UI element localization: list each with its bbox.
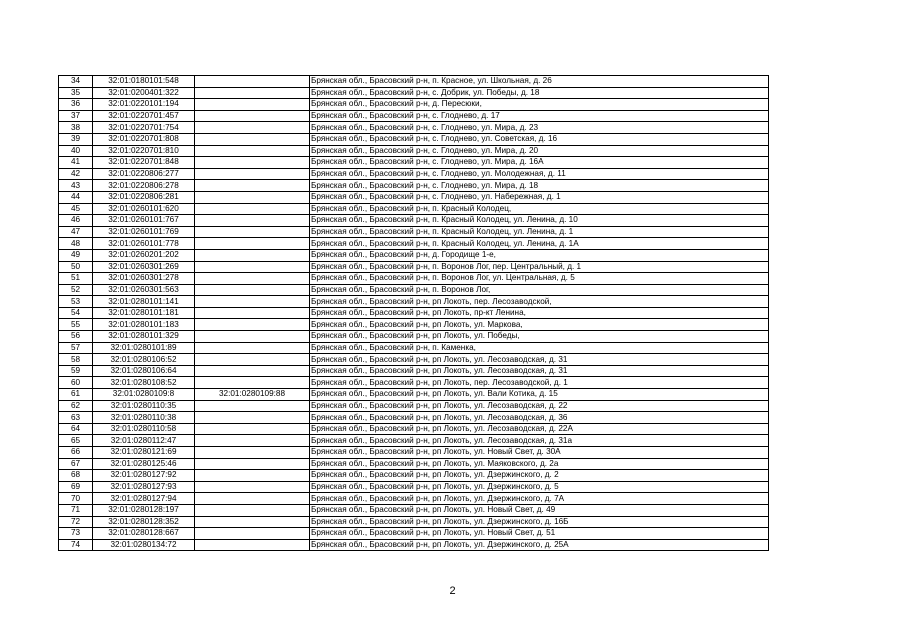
row-number-cell: 50 <box>59 261 93 273</box>
row-number-cell: 69 <box>59 481 93 493</box>
row-number-cell: 73 <box>59 528 93 540</box>
address-cell: Брянская обл., Брасовский р-н, п. Красный Колодец, <box>310 203 769 215</box>
address-cell: Брянская обл., Брасовский р-н, рп Локоть, ул. Маяковского, д. 2а <box>310 458 769 470</box>
address-cell: Брянская обл., Брасовский р-н, п. Каменка, <box>310 342 769 354</box>
table-row <box>59 249 769 261</box>
table-row <box>59 493 769 505</box>
related-cadastral-number-cell <box>195 238 310 250</box>
table-row <box>59 539 769 551</box>
row-number-cell: 60 <box>59 377 93 389</box>
table-row <box>59 180 769 192</box>
table-row <box>59 296 769 308</box>
row-number-cell: 56 <box>59 331 93 343</box>
row-number-cell: 39 <box>59 133 93 145</box>
cadastral-number-cell: 32:01:0280110:58 <box>93 423 195 435</box>
table-row <box>59 528 769 540</box>
related-cadastral-number-cell <box>195 539 310 551</box>
related-cadastral-number-cell <box>195 307 310 319</box>
page-number: 2 <box>449 585 456 597</box>
row-number-cell: 45 <box>59 203 93 215</box>
cadastral-number-cell: 32:01:0220701:810 <box>93 145 195 157</box>
table-row <box>59 261 769 273</box>
address-cell: Брянская обл., Брасовский р-н, с. Глоднево, ул. Советская, д. 16 <box>310 133 769 145</box>
row-number-cell: 51 <box>59 273 93 285</box>
cadastral-number-cell: 32:01:0280112:47 <box>93 435 195 447</box>
related-cadastral-number-cell <box>195 296 310 308</box>
row-number-cell: 58 <box>59 354 93 366</box>
row-number-cell: 70 <box>59 493 93 505</box>
table-row <box>59 400 769 412</box>
related-cadastral-number-cell <box>195 400 310 412</box>
row-number-cell: 68 <box>59 470 93 482</box>
table-row <box>59 157 769 169</box>
address-cell: Брянская обл., Брасовский р-н, п. Красный Колодец, ул. Ленина, д. 1А <box>310 238 769 250</box>
table-row <box>59 470 769 482</box>
row-number-cell: 41 <box>59 157 93 169</box>
address-cell: Брянская обл., Брасовский р-н, п. Воронов Лог, <box>310 284 769 296</box>
related-cadastral-number-cell <box>195 481 310 493</box>
table-row <box>59 110 769 122</box>
cadastral-number-cell: 32:01:0280134:72 <box>93 539 195 551</box>
cadastral-number-cell: 32:01:0260101:778 <box>93 238 195 250</box>
address-cell: Брянская обл., Брасовский р-н, рп Локоть, пр-кт Ленина, <box>310 307 769 319</box>
related-cadastral-number-cell <box>195 261 310 273</box>
cadastral-number-cell: 32:01:0220701:848 <box>93 157 195 169</box>
row-number-cell: 67 <box>59 458 93 470</box>
address-cell: Брянская обл., Брасовский р-н, рп Локоть, ул. Лесозаводская, д. 31а <box>310 435 769 447</box>
address-cell: Брянская обл., Брасовский р-н, рп Локоть, ул. Лесозаводская, д. 31 <box>310 354 769 366</box>
address-cell: Брянская обл., Брасовский р-н, с. Добрик, ул. Победы, д. 18 <box>310 87 769 99</box>
row-number-cell: 42 <box>59 168 93 180</box>
cadastral-number-cell: 32:01:0280108:52 <box>93 377 195 389</box>
related-cadastral-number-cell <box>195 447 310 459</box>
address-cell: Брянская обл., Брасовский р-н, рп Локоть, ул. Дзержинского, д. 25А <box>310 539 769 551</box>
address-cell: Брянская обл., Брасовский р-н, с. Глоднево, ул. Мира, д. 18 <box>310 180 769 192</box>
table-row <box>59 389 769 401</box>
table-row <box>59 145 769 157</box>
address-cell: Брянская обл., Брасовский р-н, рп Локоть, ул. Лесозаводская, д. 22 <box>310 400 769 412</box>
cadastral-number-cell: 32:01:0280101:89 <box>93 342 195 354</box>
address-cell: Брянская обл., Брасовский р-н, рп Локоть, ул. Лесозаводская, д. 36 <box>310 412 769 424</box>
related-cadastral-number-cell <box>195 435 310 447</box>
address-cell: Брянская обл., Брасовский р-н, с. Глоднево, ул. Мира, д. 20 <box>310 145 769 157</box>
row-number-cell: 72 <box>59 516 93 528</box>
table-row <box>59 354 769 366</box>
table-row <box>59 423 769 435</box>
address-cell: Брянская обл., Брасовский р-н, с. Глоднево, ул. Молодежная, д. 11 <box>310 168 769 180</box>
cadastral-number-cell: 32:01:0220806:281 <box>93 191 195 203</box>
cadastral-number-cell: 32:01:0280110:35 <box>93 400 195 412</box>
related-cadastral-number-cell <box>195 470 310 482</box>
cadastral-number-cell: 32:01:0280101:183 <box>93 319 195 331</box>
address-cell: Брянская обл., Брасовский р-н, рп Локоть, ул. Дзержинского, д. 7А <box>310 493 769 505</box>
cadastral-number-cell: 32:01:0260201:202 <box>93 249 195 261</box>
related-cadastral-number-cell <box>195 342 310 354</box>
address-cell: Брянская обл., Брасовский р-н, рп Локоть, ул. Победы, <box>310 331 769 343</box>
related-cadastral-number-cell <box>195 493 310 505</box>
property-table-body <box>59 76 769 551</box>
table-row <box>59 435 769 447</box>
related-cadastral-number-cell <box>195 284 310 296</box>
address-cell: Брянская обл., Брасовский р-н, п. Воронов Лог, пер. Центральный, д. 1 <box>310 261 769 273</box>
address-cell: Брянская обл., Брасовский р-н, п. Красный Колодец, ул. Ленина, д. 1 <box>310 226 769 238</box>
related-cadastral-number-cell <box>195 180 310 192</box>
table-row <box>59 481 769 493</box>
row-number-cell: 44 <box>59 191 93 203</box>
cadastral-number-cell: 32:01:0280128:352 <box>93 516 195 528</box>
related-cadastral-number-cell <box>195 458 310 470</box>
address-cell: Брянская обл., Брасовский р-н, рп Локоть, ул. Вали Котика, д. 15 <box>310 389 769 401</box>
row-number-cell: 36 <box>59 99 93 111</box>
table-row <box>59 215 769 227</box>
cadastral-number-cell: 32:01:0280121:69 <box>93 447 195 459</box>
related-cadastral-number-cell <box>195 168 310 180</box>
table-row <box>59 76 769 88</box>
table-row <box>59 504 769 516</box>
row-number-cell: 35 <box>59 87 93 99</box>
table-row <box>59 168 769 180</box>
cadastral-number-cell: 32:01:0180101:548 <box>93 76 195 88</box>
related-cadastral-number-cell <box>195 145 310 157</box>
table-row <box>59 226 769 238</box>
cadastral-number-cell: 32:01:0280127:93 <box>93 481 195 493</box>
related-cadastral-number-cell <box>195 203 310 215</box>
address-cell: Брянская обл., Брасовский р-н, рп Локоть, ул. Новый Свет, д. 30А <box>310 447 769 459</box>
related-cadastral-number-cell <box>195 377 310 389</box>
related-cadastral-number-cell <box>195 99 310 111</box>
address-cell: Брянская обл., Брасовский р-н, рп Локоть, ул. Маркова, <box>310 319 769 331</box>
related-cadastral-number-cell <box>195 412 310 424</box>
row-number-cell: 64 <box>59 423 93 435</box>
table-row <box>59 365 769 377</box>
cadastral-number-cell: 32:01:0280128:667 <box>93 528 195 540</box>
cadastral-number-cell: 32:01:0220701:457 <box>93 110 195 122</box>
address-cell: Брянская обл., Брасовский р-н, д. Пересюки, <box>310 99 769 111</box>
row-number-cell: 43 <box>59 180 93 192</box>
row-number-cell: 66 <box>59 447 93 459</box>
related-cadastral-number-cell <box>195 365 310 377</box>
row-number-cell: 62 <box>59 400 93 412</box>
address-cell: Брянская обл., Брасовский р-н, с. Глоднево, ул. Мира, д. 23 <box>310 122 769 134</box>
table-row <box>59 122 769 134</box>
row-number-cell: 37 <box>59 110 93 122</box>
address-cell: Брянская обл., Брасовский р-н, рп Локоть, ул. Новый Свет, д. 51 <box>310 528 769 540</box>
related-cadastral-number-cell: 32:01:0280109:88 <box>195 389 310 401</box>
cadastral-number-cell: 32:01:0260101:769 <box>93 226 195 238</box>
address-cell: Брянская обл., Брасовский р-н, рп Локоть, пер. Лесозаводской, д. 1 <box>310 377 769 389</box>
table-row <box>59 516 769 528</box>
table-row <box>59 342 769 354</box>
row-number-cell: 63 <box>59 412 93 424</box>
address-cell: Брянская обл., Брасовский р-н, п. Красное, ул. Школьная, д. 26 <box>310 76 769 88</box>
table-row <box>59 203 769 215</box>
cadastral-number-cell: 32:01:0260101:767 <box>93 215 195 227</box>
related-cadastral-number-cell <box>195 133 310 145</box>
related-cadastral-number-cell <box>195 110 310 122</box>
related-cadastral-number-cell <box>195 157 310 169</box>
related-cadastral-number-cell <box>195 528 310 540</box>
cadastral-number-cell: 32:01:0200401:322 <box>93 87 195 99</box>
related-cadastral-number-cell <box>195 226 310 238</box>
related-cadastral-number-cell <box>195 504 310 516</box>
cadastral-number-cell: 32:01:0280106:52 <box>93 354 195 366</box>
property-table <box>58 75 769 551</box>
cadastral-number-cell: 32:01:0280101:329 <box>93 331 195 343</box>
related-cadastral-number-cell <box>195 354 310 366</box>
row-number-cell: 47 <box>59 226 93 238</box>
address-cell: Брянская обл., Брасовский р-н, рп Локоть, ул. Лесозаводская, д. 22А <box>310 423 769 435</box>
table-row <box>59 412 769 424</box>
cadastral-number-cell: 32:01:0280127:92 <box>93 470 195 482</box>
row-number-cell: 74 <box>59 539 93 551</box>
address-cell: Брянская обл., Брасовский р-н, с. Глоднево, д. 17 <box>310 110 769 122</box>
row-number-cell: 61 <box>59 389 93 401</box>
address-cell: Брянская обл., Брасовский р-н, рп Локоть, ул. Дзержинского, д. 5 <box>310 481 769 493</box>
table-row <box>59 377 769 389</box>
row-number-cell: 71 <box>59 504 93 516</box>
related-cadastral-number-cell <box>195 87 310 99</box>
row-number-cell: 48 <box>59 238 93 250</box>
row-number-cell: 65 <box>59 435 93 447</box>
row-number-cell: 55 <box>59 319 93 331</box>
related-cadastral-number-cell <box>195 122 310 134</box>
related-cadastral-number-cell <box>195 273 310 285</box>
address-cell: Брянская обл., Брасовский р-н, рп Локоть, ул. Новый Свет, д. 49 <box>310 504 769 516</box>
cadastral-number-cell: 32:01:0280106:64 <box>93 365 195 377</box>
table-row <box>59 273 769 285</box>
row-number-cell: 49 <box>59 249 93 261</box>
row-number-cell: 53 <box>59 296 93 308</box>
cadastral-number-cell: 32:01:0220806:278 <box>93 180 195 192</box>
cadastral-number-cell: 32:01:0260301:269 <box>93 261 195 273</box>
table-row <box>59 238 769 250</box>
row-number-cell: 38 <box>59 122 93 134</box>
table-row <box>59 447 769 459</box>
address-cell: Брянская обл., Брасовский р-н, рп Локоть, ул. Дзержинского, д. 16Б <box>310 516 769 528</box>
table-row <box>59 191 769 203</box>
address-cell: Брянская обл., Брасовский р-н, п. Воронов Лог, ул. Центральная, д. 5 <box>310 273 769 285</box>
row-number-cell: 52 <box>59 284 93 296</box>
address-cell: Брянская обл., Брасовский р-н, рп Локоть, ул. Лесозаводская, д. 31 <box>310 365 769 377</box>
row-number-cell: 34 <box>59 76 93 88</box>
cadastral-number-cell: 32:01:0280101:181 <box>93 307 195 319</box>
cadastral-number-cell: 32:01:0280125:46 <box>93 458 195 470</box>
address-cell: Брянская обл., Брасовский р-н, с. Глоднево, ул. Набережная, д. 1 <box>310 191 769 203</box>
related-cadastral-number-cell <box>195 249 310 261</box>
related-cadastral-number-cell <box>195 331 310 343</box>
cadastral-number-cell: 32:01:0280110:38 <box>93 412 195 424</box>
cadastral-number-cell: 32:01:0280128:197 <box>93 504 195 516</box>
table-row <box>59 284 769 296</box>
table-row <box>59 458 769 470</box>
cadastral-number-cell: 32:01:0220701:754 <box>93 122 195 134</box>
row-number-cell: 46 <box>59 215 93 227</box>
address-cell: Брянская обл., Брасовский р-н, рп Локоть, ул. Дзержинского, д. 2 <box>310 470 769 482</box>
address-cell: Брянская обл., Брасовский р-н, рп Локоть, пер. Лесозаводской, <box>310 296 769 308</box>
cadastral-number-cell: 32:01:0260301:563 <box>93 284 195 296</box>
cadastral-number-cell: 32:01:0220806:277 <box>93 168 195 180</box>
cadastral-number-cell: 32:01:0280127:94 <box>93 493 195 505</box>
related-cadastral-number-cell <box>195 423 310 435</box>
table-row <box>59 99 769 111</box>
cadastral-number-cell: 32:01:0280101:141 <box>93 296 195 308</box>
address-cell: Брянская обл., Брасовский р-н, с. Глоднево, ул. Мира, д. 16А <box>310 157 769 169</box>
cadastral-number-cell: 32:01:0280109:8 <box>93 389 195 401</box>
cadastral-number-cell: 32:01:0220701:808 <box>93 133 195 145</box>
table-row <box>59 133 769 145</box>
row-number-cell: 54 <box>59 307 93 319</box>
cadastral-number-cell: 32:01:0260101:620 <box>93 203 195 215</box>
related-cadastral-number-cell <box>195 76 310 88</box>
cadastral-number-cell: 32:01:0260301:278 <box>93 273 195 285</box>
table-row <box>59 319 769 331</box>
address-cell: Брянская обл., Брасовский р-н, д. Городище 1-е, <box>310 249 769 261</box>
row-number-cell: 40 <box>59 145 93 157</box>
table-row <box>59 331 769 343</box>
related-cadastral-number-cell <box>195 319 310 331</box>
related-cadastral-number-cell <box>195 215 310 227</box>
address-cell: Брянская обл., Брасовский р-н, п. Красный Колодец, ул. Ленина, д. 10 <box>310 215 769 227</box>
row-number-cell: 57 <box>59 342 93 354</box>
table-row <box>59 307 769 319</box>
row-number-cell: 59 <box>59 365 93 377</box>
related-cadastral-number-cell <box>195 516 310 528</box>
cadastral-number-cell: 32:01:0220101:194 <box>93 99 195 111</box>
table-row <box>59 87 769 99</box>
related-cadastral-number-cell <box>195 191 310 203</box>
